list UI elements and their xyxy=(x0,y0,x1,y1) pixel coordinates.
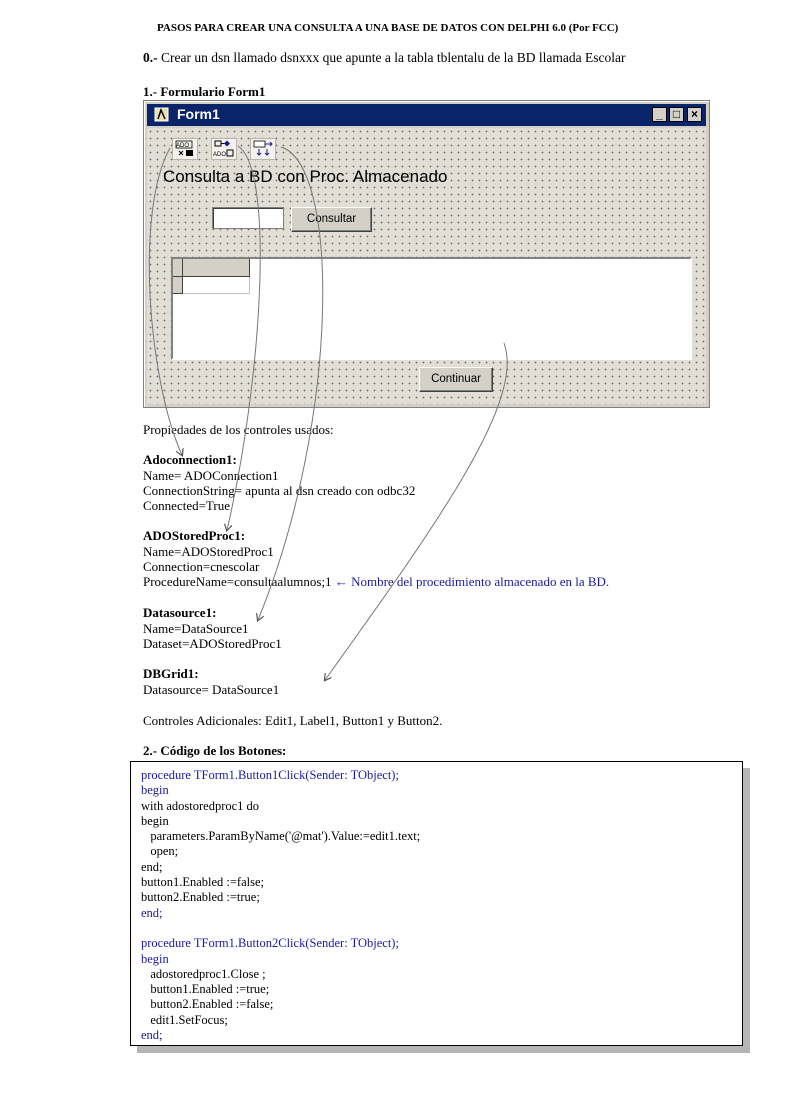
control-name: ADOStoredProc1: xyxy=(143,528,246,543)
control-prop: Datasource= DataSource1 xyxy=(143,682,280,697)
code-line: adostoredproc1.Close ; xyxy=(141,966,266,981)
continuar-button[interactable]: Continuar xyxy=(419,367,493,392)
step-2-heading: 2.- Código de los Botones: xyxy=(143,743,287,758)
control-prop: Name=DataSource1 xyxy=(143,621,249,636)
control-prop: Name= ADOConnection1 xyxy=(143,468,279,483)
step-0 xyxy=(143,50,625,66)
code-line: procedure TForm1.Button1Click(Sender: TObject); xyxy=(141,768,399,782)
control-prop xyxy=(143,574,609,589)
form-title: Form1 xyxy=(177,106,220,122)
delphi-form-window xyxy=(143,100,710,408)
dbgrid1[interactable] xyxy=(171,257,692,360)
consultar-button[interactable]: Consultar xyxy=(291,207,372,232)
grid-row-indicator xyxy=(173,277,183,294)
code-line: with adostoredproc1 do xyxy=(141,798,260,813)
code-line: parameters.ParamByName('@mat').Value:=edit1.text; xyxy=(141,829,421,844)
code-line: button2.Enabled :=false; xyxy=(141,997,274,1012)
control-name: Adoconnection1: xyxy=(143,452,237,467)
control-prop: ConnectionString= apunta al dsn creado con odbc32 xyxy=(143,483,416,498)
svg-text:ADO: ADO xyxy=(176,143,190,149)
grid-header-cell xyxy=(183,259,250,277)
control-name: Datasource1: xyxy=(143,605,217,620)
code-line: begin xyxy=(141,783,169,798)
code-box xyxy=(130,761,743,1046)
code-line: edit1.SetFocus; xyxy=(141,1012,228,1027)
properties-intro: Propiedades de los controles usados: xyxy=(143,422,334,437)
procedure-note: ← Nombre del procedimiento almacenado en la BD. xyxy=(334,574,610,589)
additional-controls: Controles Adicionales: Edit1, Label1, Button1 y Button2. xyxy=(143,713,443,728)
adoconnection-component-icon[interactable] xyxy=(172,138,198,160)
minimize-button[interactable]: _ xyxy=(652,107,667,122)
code-line: begin xyxy=(141,951,169,966)
control-dbgrid xyxy=(143,666,279,697)
edit1-input[interactable] xyxy=(212,207,284,229)
code-listing xyxy=(141,768,420,1043)
code-line: open; xyxy=(141,844,179,859)
label1-caption: Consulta a BD con Proc. Almacenado xyxy=(163,167,448,186)
step-0-number: 0.- xyxy=(143,50,158,65)
maximize-button[interactable]: □ xyxy=(669,107,684,122)
code-line: end; xyxy=(141,1028,163,1043)
control-name: DBGrid1: xyxy=(143,666,199,681)
delphi-form-icon xyxy=(154,107,169,122)
code-line: end; xyxy=(141,859,163,874)
step-1-heading: 1.- Formulario Form1 xyxy=(143,84,266,99)
code-line: end; xyxy=(141,905,163,920)
step-0-text: Crear un dsn llamado dsnxxx que apunte a la tabla tblentalu de la BD llamada Escolar xyxy=(157,50,626,65)
control-prop: Connection=cnescolar xyxy=(143,559,260,574)
code-line: begin xyxy=(141,813,169,828)
procedure-name: ProcedureName=consultaalumnos;1 xyxy=(143,574,332,589)
control-prop: Dataset=ADOStoredProc1 xyxy=(143,636,282,651)
close-button[interactable]: × xyxy=(687,107,702,122)
control-adostoredproc xyxy=(143,528,609,589)
adostoredproc-component-icon[interactable] xyxy=(211,138,237,160)
svg-text:ADO: ADO xyxy=(213,152,227,158)
document-title: PASOS PARA CREAR UNA CONSULTA A UNA BASE DE DATOS CON DELPHI 6.0 (Por FCC) xyxy=(157,22,619,34)
grid-data-cell[interactable] xyxy=(183,277,250,294)
control-prop: Name=ADOStoredProc1 xyxy=(143,544,274,559)
form-client-area xyxy=(147,128,706,404)
datasource-component-icon[interactable] xyxy=(250,138,276,160)
code-line: button1.Enabled :=false; xyxy=(141,875,264,890)
control-datasource xyxy=(143,605,282,651)
code-line xyxy=(141,921,420,936)
control-prop: Connected=True xyxy=(143,498,231,513)
code-line: button2.Enabled :=true; xyxy=(141,890,260,905)
form-titlebar xyxy=(147,104,706,126)
code-line: procedure TForm1.Button2Click(Sender: TObject); xyxy=(141,936,399,951)
grid-corner-cell xyxy=(173,259,183,277)
control-adoconnection xyxy=(143,452,415,513)
code-line: button1.Enabled :=true; xyxy=(141,982,270,997)
